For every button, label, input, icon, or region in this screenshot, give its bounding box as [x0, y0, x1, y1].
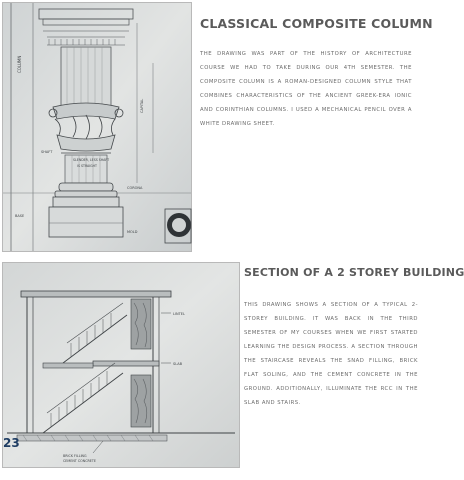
label-capital: CAPITAL: [140, 98, 144, 113]
label-base: BASE: [15, 214, 25, 218]
page-number: 23: [3, 436, 20, 450]
label-column: COLUMN: [17, 55, 22, 73]
label-cement-concrete: CEMENT CONCRETE: [63, 459, 96, 463]
column-drawing-illustration: [3, 3, 191, 251]
section-title-storey-building: SECTION OF A 2 STOREY BUILDING: [244, 266, 464, 279]
building-section-photo: [2, 262, 240, 468]
section-title-composite-column: CLASSICAL COMPOSITE COLUMN: [200, 16, 433, 31]
section-body-composite-column: THE DRAWING WAS PART OF THE HISTORY OF ARCHITECTURE COURSE WE HAD TO TAKE DURING OUR 4TH SEMESTER. THE COMPOSITE COLUMN IS A ROMAN-DESIGNED COLUMN STYLE THAT COMBINES CHARACTERISTICS OF THE ANCIENT GREEK-ERA IONIC AND CORINTHIAN COLUMNS. I USED A MECHANICAL PENCIL OVER A WHITE DRAWING SHEET.: [200, 51, 412, 127]
label-slender: SLENDER, LESS SHAFT: [73, 158, 110, 162]
section-body-storey-building: THIS DRAWING SHOWS A SECTION OF A TYPICAL 2-STOREY BUILDING. IT WAS BACK IN THE THIRD SEMESTER OF MY COURSES WHEN WE FIRST STARTED LEARNING THE DESIGN PROCESS. A SECTION THROUGH THE STAIRCASE REVEALS THE SNAD FILLING, BRICK FLAT SOLING, AND THE CEMENT CONCRETE IN THE GROUND. ADDITIONALLY, ILLUMINATE THE RCC IN THE SLAB AND STAIRS.: [244, 302, 418, 406]
column-drawing-photo: [2, 2, 192, 252]
label-straight: IS STRAIGHT: [77, 164, 97, 168]
label-shaft: SHAFT: [41, 150, 53, 154]
label-brick-filling: BRICK FILLING: [63, 454, 87, 458]
label-lintel: LINTEL: [173, 312, 185, 316]
label-slab: SLAB: [173, 362, 183, 366]
label-mold: MOLD: [127, 230, 138, 234]
building-section-illustration: [3, 263, 239, 467]
label-corona: CORONA: [127, 186, 143, 190]
